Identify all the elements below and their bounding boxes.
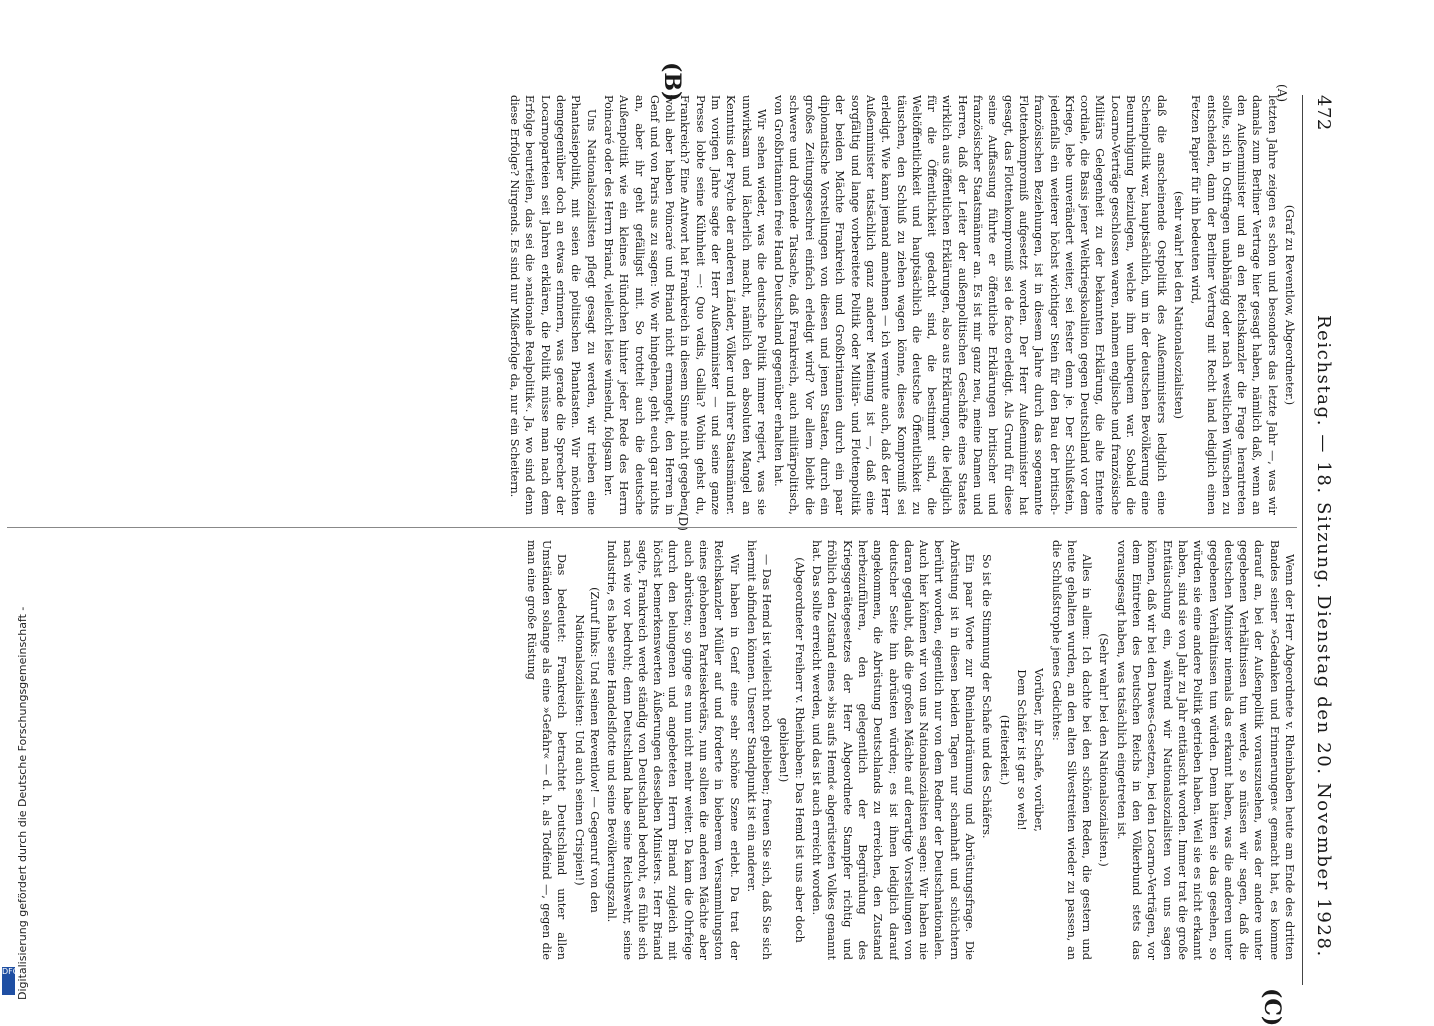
page-header [1302, 95, 1342, 985]
paragraph: letzten Jahre zeigen es schon und besonders das letzte Jahr —, was wir damals zum Berliner Vertrage hier gesagt haben, nämlich daß, wenn an den Außenminister und an den Reichskanzler die Frage herantreten sollte, sich in Ostfragen unabhängig oder nach westlichen Wünschen zu entscheiden, dann der Berliner Vertrag mit Recht land lediglich einen Fetzen Papier für ihn bedeuten wird, [1189, 95, 1279, 515]
paragraph: Ein paar Worte zur Rheinlandräumung und Abrüstungsfrage. Die Abrüstung ist in diesen beiden Tagen nur schamhaft und schüchtern berührt worden, eigentlich nur von dem Redner der Deutschnationalen. Auch hier können wir von uns Nationalsozialisten sagen: Wir haben nie daran geglaubt, daß die großen Mächte auf derartige Vorstellungen von deutscher Seite hin abrüsten würden; es ist ihnen lediglich darauf angekommen, die Abrüstung Deutschlands zu erreichen, den Zustand herbeizuführen, den gelegentlich der Begründung des Kriegsgerätegesetzes der Herr Abgeordnete Stampfer richtig und fröhlich den Zustand eines »bis aufs Hemd« abgerüsteten Volkes genannt hat. Das sollte erreicht werden, und das ist auch erreicht worden. [810, 540, 977, 960]
paragraph: Wenn der Herr Abgeordnete v. Rheinbaben heute am Ende des dritten Bandes seiner »Gedanken und Erinnerungen« gemacht hat, es komme darauf an, bei der Außenpolitik vorauszusehen, was der andere unter gegebenen Verhältnissen tun werde, so müssen wir sagen, daß die deutschen Minister niemals das erkannt haben, was die anderen unter gegebenen Verhältnissen tun würden. Denn hätten sie das gesehen, so würden sie eine andere Politik getrieben haben. Weil sie es nicht erkannt haben, sind sie von Jahr zu Jahr enttäuscht worden. Immer trat die große Enttäuschung ein, während wir Nationalsozialisten von uns sagen können, daß wir bei den Dawes-Gesetzen, bei den Locarno-Verträgen, vor dem Eintreten des Deutschen Reichs in den Völkerbund stets das vorausgesagt haben, was tatsächlich eingetreten ist. [1114, 540, 1296, 960]
margin-mark-d: (D) [676, 512, 690, 531]
dfg-logo [2, 967, 19, 995]
header-title: Reichstag. — 18. Sitzung. [1313, 315, 1334, 591]
paragraph: daß die anscheinende Ostpolitik des Außenministers lediglich eine Scheinpolitik war, hauptsächlich, um in der deutschen Bevölkerung eine Beunruhigung beizulegen, welche ihm unbequem war. Sobald die Locarno-Verträge geschlossen waren, nahmen englische und französische Militärs Gelegenheit zu der bekannten Erklärung, die alte Entente cordiale, die Basis jener Weltkriegskoalition gegen Deutschland vor dem Kriege, lebe unverändert weiter, sei fester denn je. Der Schlußstein, jedenfalls ein weiterer höchst wichtiger Stein für den Bau der britisch-französischen Beziehungen, ist in diesem Jahre durch das sogenannte Flottenkompromiß aufgesetzt worden. Der Herr Außenminister hat gesagt, das Flottenkompromiß sei de facto erledigt. Als Grund für diese seine Auffassung führte er öffentliche Erklärungen britischer und französischer Staatsmänner an. Es ist mir ganz neu, meine Damen und Herren, daß der Leiter der außenpolitischen Geschäfte eines Staates wirklich aus öffentlichen Erklärungen, also aus Erklärungen, die lediglich für die Öffentlichkeit gedacht sind, die bestimmt sind, die Weltöffentlichkeit und hauptsächlich die deutsche Öffentlichkeit zu täuschen, den Schluß zu ziehen wagen könne, dieses Kompromiß sei erledigt. Wie kann jemand annehmen — ich vermute auch, daß der Herr Außenminister tatsächlich ganz anderer Meinung ist —, daß eine sorgfältig und lange vorbereitete Politik oder Militär- und Flottenpolitik der beiden Mächte Frankreich und Großbritannien durch ein paar diplomatische Vorstellungen von diesen und jenen Staaten, durch ein großes Zeitungsgeschrei einfach erledigt wird? Vor allem bleibt die schwere und drohende Tatsache, daß Frankreich, auch militärpolitisch, von Großbritannien freie Hand Deutschland gegenüber erhalten hat. [772, 95, 1168, 515]
verse-line: Dem Schäfer ist gar so weh! [1014, 669, 1028, 831]
paragraph: Uns Nationalsozialisten pflegt gesagt zu werden, wir trieben eine Phantasiepolitik, mit seien die politischen Phantasten. Wir möchten demgegenüber doch an etwas erinnern, was gerade die Sprecher der Locarnoparteien seit Jahren erklären, die Politik müsse man nach dem Erfolge beurteilen, das sei die »nationale Realpolitik«. Ja, wo sind denn diese Erfolge? Nirgends. Es sind nur Mißerfolge da, nur ein Scheitern. [508, 95, 598, 515]
paragraph: Wir sehen wieder, was die deutsche Politik immer regiert, was sie unwirksam und lächerlich macht, nämlich den absoluten Mangel an Kenntnis der Psyche der anderen Länder, Völker und ihrer Staatsmänner. Im vorigen Jahre sagte der Herr Außenminister — und seine ganze Presse lobte seine Kühnheit —: Quo vadis, Gallia? Wohin gehst du, Frankreich? Eine Antwort hat Frankreich in diesem Sinne nicht gegeben, wohl aber haben Poincaré und Briand nicht ermangelt, den Herren in Genf und von Paris aus zu sagen: Wo wir hingehen, geht euch gar nichts an, aber ihr geht gefälligst mit. So trottelt auch die deutsche Außenpolitik wie ein kleines Hündchen hinter jeder Rede des Herrn Poincaré oder des Herrn Briand, vielleicht leise winselnd, folgsam her. [601, 95, 768, 515]
interjection: (sehr wahr! bei den Nationalsozialisten) [1171, 190, 1185, 420]
paragraph: Das bedeutet: Frankreich betrachtet Deutschland unter allen Umständen solange als eine »Gefahr« — d. h. als Todfeind —, gegen die man eine große Rüstung [524, 540, 569, 960]
verse-line: Vorüber, ihr Schafe, vorüber, [1032, 668, 1046, 832]
margin-mark-b: (B) [659, 62, 685, 102]
page-number: 472 [1313, 95, 1334, 131]
margin-mark-a: (A) [1275, 84, 1289, 103]
interjection: (Heiterkeit.) [997, 714, 1011, 786]
header-rule [1302, 95, 1303, 985]
interjection: (Abgeordneter Freiherr v. Rheinbaben: Das Hemd ist uns aber doch geblieben!) [777, 557, 806, 943]
paragraph: — Das Hemd ist vielleicht noch geblieben; freuen Sie sich, daß Sie sich hiermit abfinden können. Unserer Standpunkt ist ein anderer. [744, 540, 774, 960]
dfg-logo-text: DFG [2, 967, 19, 976]
column-divider [7, 527, 1297, 528]
paragraph: Wir haben in Genf eine sehr schöne Szene erlebt. Da trat der Reichskanzler Müller auf und forderte in bieberem Versammlungston eines gehobenen Parteisekretärs, nun sollten die anderen Mächte aber auch abrüsten; so ginge es nun nicht mehr weiter. Da kam die Ohrfeige durch den belungenen und angebeteten Herrn Briand zugleich mit höchst bemerkenswerten Äußerungen desselben Ministers. Herr Briand sagte, Frankreich werde ständig von Deutschland bedroht, es fühle sich nach wie vor bedroht; denn Deutschland habe seine Reichswehr, seine Industrie, es habe seine Handelsflotte und seine Bevölkerungszahl. [605, 540, 741, 960]
speaker-line: (Graf zu Reventlow, Abgeordneter.) [1283, 204, 1296, 406]
interjection: (Sehr wahr! bei den Nationalsozialisten.) [1097, 633, 1111, 867]
left-column [7, 95, 1297, 515]
margin-mark-c: (C) [1259, 988, 1285, 1026]
paragraph: So ist die Stimmung der Schafe und des Schäfers. [980, 554, 994, 839]
credit-strip [0, 0, 29, 1000]
credit-text: Digitalisierung gefördert durch die Deutsche Forschungsgemeinschaft - [16, 606, 29, 1000]
right-column [7, 540, 1297, 960]
paragraph: Alles in allem: Ich dachte bei den schönen Reden, die gestern und heute gehalten wurden, an den alten Silvestreiten wieder zu passen, an die Schlußstrophe jenes Gedichtes: [1049, 540, 1094, 960]
header-date: Dienstag den 20. November 1928. [1313, 595, 1334, 958]
interjection: (Zuruf links: Und seinen Reventlow! — Gegenruf von den Nationalsozialisten: Und auch seinen Crispien!) [572, 587, 601, 913]
